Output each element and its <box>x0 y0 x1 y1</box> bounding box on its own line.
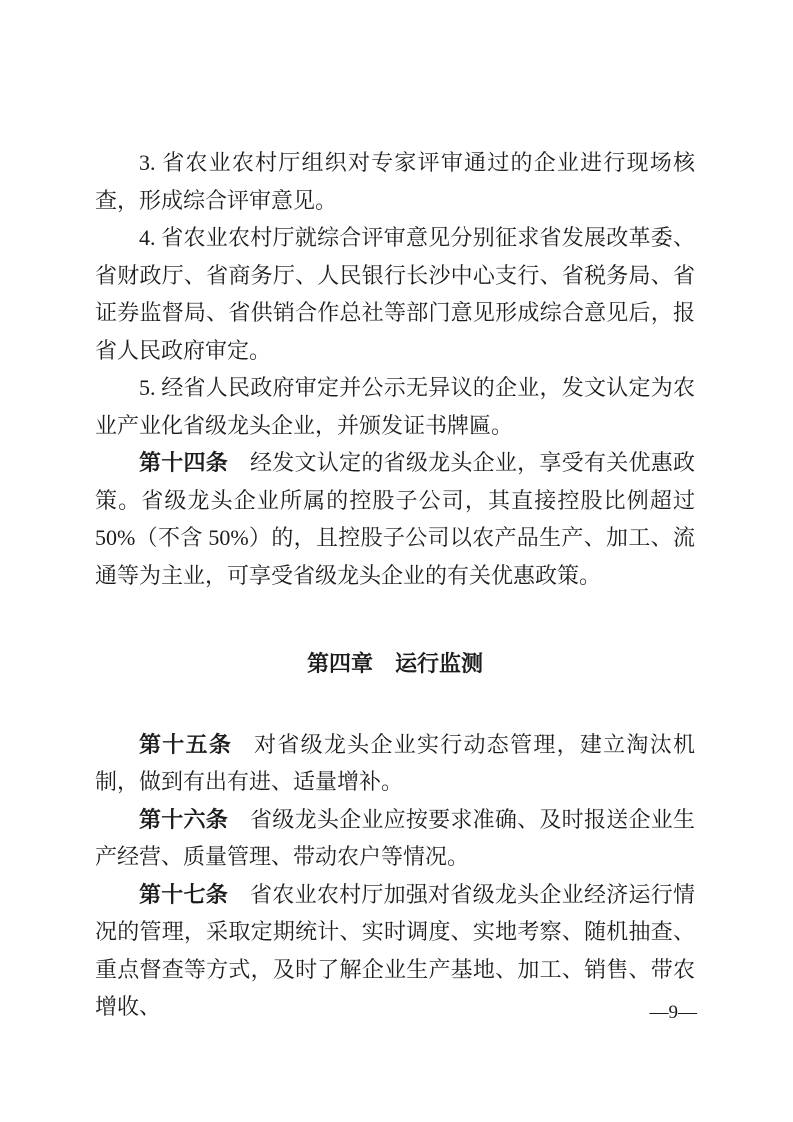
numbered-item-5: 5. 经省人民政府审定并公示无异议的企业，发文认定为农业产业化省级龙头企业，并颁发证书牌匾。 <box>95 375 695 438</box>
article-17-text: 省农业农村厅加强对省级龙头企业经济运行情况的管理，采取定期统计、实时调度、实地考察、随机抽查、重点督查等方式，及时了解企业生产基地、加工、销售、带农增收、 <box>95 881 695 1019</box>
chapter-4-title: 运行监测 <box>395 651 484 676</box>
article-15 <box>95 726 695 801</box>
article-16 <box>95 801 695 876</box>
numbered-item-4: 4. 省农业农村厅就综合评审意见分别征求省发展改革委、省财政厅、省商务厅、人民银行长沙中心支行、省税务局、省证券监督局、省供销合作总社等部门意见形成综合意见后，报省人民政府审定。 <box>95 225 695 363</box>
chapter-4-heading <box>95 645 695 683</box>
article-17-label: 第十七条 <box>139 881 229 907</box>
article-15-text: 对省级龙头企业实行动态管理，建立淘汰机制，做到有出有进、适量增补。 <box>95 731 695 794</box>
article-14-label: 第十四条 <box>139 450 229 475</box>
article-15-label: 第十五条 <box>139 731 233 757</box>
article-17 <box>95 876 695 1026</box>
numbered-item-3: 3. 省农业农村厅组织对专家评审通过的企业进行现场核查，形成综合评审意见。 <box>95 150 695 213</box>
page-number: —9— <box>649 1002 697 1023</box>
chapter-4-number: 第四章 <box>306 651 373 676</box>
article-16-text: 省级龙头企业应按要求准确、及时报送企业生产经营、质量管理、带动农户等情况。 <box>95 806 695 869</box>
document-body <box>95 144 695 1026</box>
article-14 <box>95 444 695 594</box>
article-14-text: 经发文认定的省级龙头企业，享受有关优惠政策。省级龙头企业所属的控股子公司，其直接控股比例超过 50%（不含 50%）的，且控股子公司以农产品生产、加工、流通等为主业，可享受省级龙头企业的有关优惠政策。 <box>95 450 695 588</box>
article-16-label: 第十六条 <box>139 806 229 832</box>
